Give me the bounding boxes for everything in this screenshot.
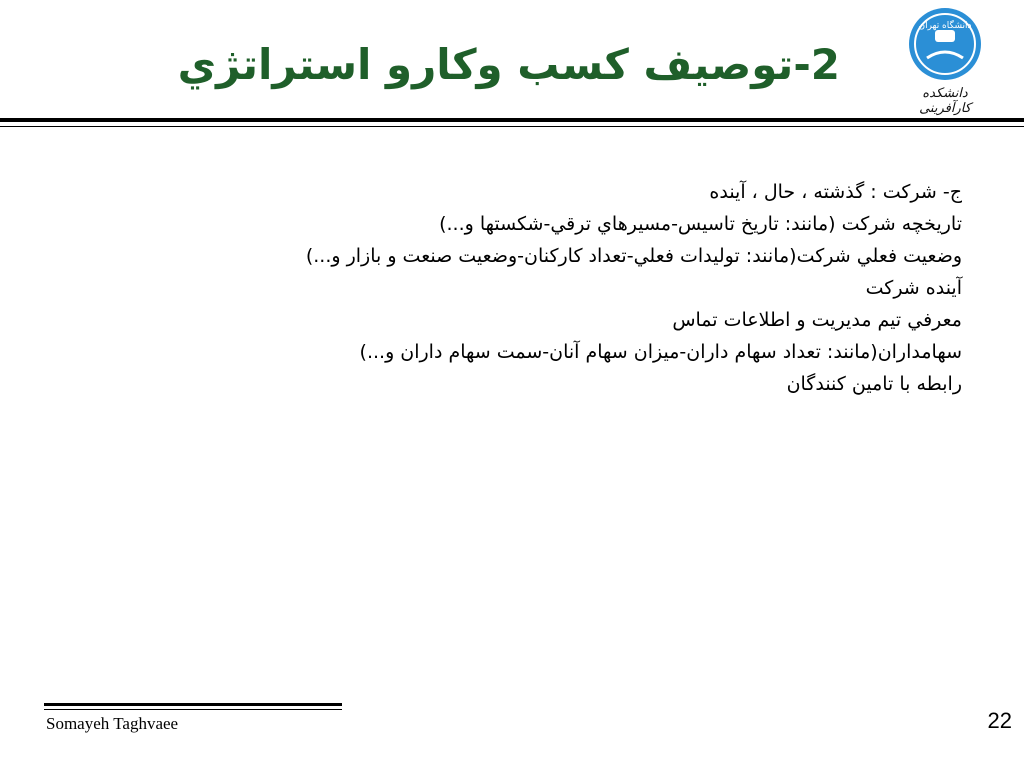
content-line: آينده شرکت: [865, 277, 962, 299]
content-line: معرفي تيم مديريت و اطلاعات تماس: [672, 309, 962, 331]
logo-seal-text: دانشگاه تهران: [918, 21, 972, 31]
content-line: رابطه با تامين کنندگان: [786, 373, 962, 395]
content-line: وضعيت فعلي شرکت(مانند: توليدات فعلي-تعداد کارکنان-وضعيت صنعت و بازار و...): [305, 245, 962, 267]
header-rule-thick: [0, 118, 1024, 122]
university-logo: [900, 6, 990, 116]
content-line: ج- شرکت : گذشته ، حال ، آينده: [709, 181, 962, 203]
footer-rule-thin: [44, 709, 342, 710]
footer-rule-thick: [44, 703, 342, 706]
content-line: تاريخچه شرکت (مانند: تاريخ تاسيس-مسيرهاي ترقي-شکستها و...): [439, 213, 962, 235]
slide-title: 2-توصيف کسب وکارو استراتژي: [177, 40, 840, 89]
page-number: 22: [987, 708, 1012, 733]
content-list: [102, 176, 962, 400]
header-rule-thin: [0, 126, 1024, 127]
footer-author: Somayeh Taghvaee: [46, 714, 179, 733]
content-line: سهامداران(مانند: تعداد سهام داران-ميزان سهام آنان-سمت سهام داران و...): [359, 341, 962, 363]
logo-caption: دانشکده کارآفرینی: [919, 86, 971, 116]
university-of-tehran-seal-icon: [900, 6, 990, 86]
